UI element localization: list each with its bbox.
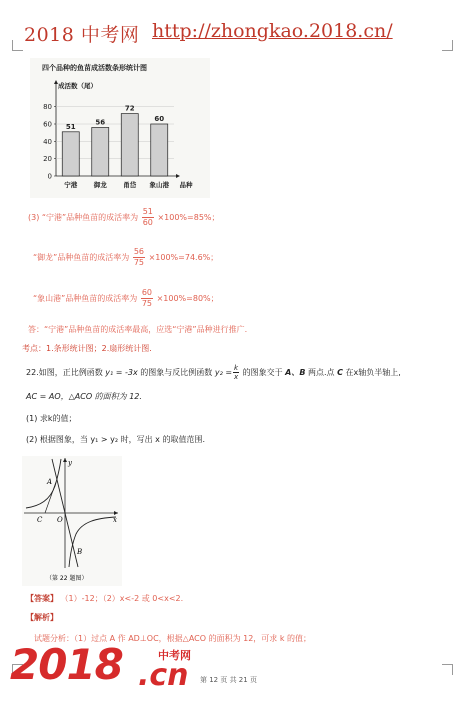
footer-domain-cn: .cn (138, 658, 189, 693)
function-graph-figure (22, 456, 122, 586)
question-22-line-1 (26, 364, 401, 381)
chart-y-tick-label: 40 (43, 137, 52, 146)
chart-y-label: 成活数（尾） (58, 82, 97, 90)
bar-chart-figure (30, 58, 210, 198)
chart-category-label: 宁港 (64, 181, 78, 189)
corner-mark-top-left (12, 40, 23, 51)
q22-formula-y1: y₁ = -3x (105, 368, 138, 377)
q22-points-ab: A、B (285, 368, 306, 377)
q22-text-i: 在x轴负半轴上, (345, 368, 401, 377)
q22-text-g: 两点.点 (308, 368, 335, 377)
label-point-a: A (47, 478, 53, 486)
solution-line-2 (33, 247, 218, 268)
chart-bar (92, 127, 109, 176)
chart-bar (62, 132, 79, 176)
solution-fraction-2 (133, 247, 145, 268)
header-title: 2018 中考网 (24, 24, 140, 46)
q22-point-c: C (337, 368, 343, 377)
fraction-denominator: 75 (141, 299, 153, 308)
chart-y-tick-label: 20 (43, 155, 52, 164)
footer-brand-name: 中考网 (158, 649, 191, 662)
y-axis-arrow (63, 458, 67, 462)
answer-line (26, 593, 183, 604)
solution-fraction-1 (142, 207, 154, 228)
question-22-line-2: AC = AO，△ACO 的面积为 12. (26, 392, 142, 401)
chart-y-tick-label: 0 (47, 172, 52, 181)
q22-formula-y2: y₂ = (214, 368, 233, 377)
solution-line-3-suffix: ×100%=80%； (156, 294, 219, 303)
solution-line-1 (28, 207, 220, 228)
label-point-b: B (77, 548, 83, 556)
corner-mark-bottom-right (442, 664, 453, 675)
analysis-text: 试题分析：（1）过点 A 作 AD⊥OC，根据△ACO 的面积为 12，可求 k 的值； (34, 634, 312, 643)
chart-y-tick-label: 60 (43, 120, 52, 129)
q22-text-e: 的图象交于 (242, 368, 283, 377)
question-22-sub-2: (2) 根据图象，当 y₁ > y₂ 时，写出 x 的取值范围. (26, 435, 205, 444)
label-y-axis: y (68, 459, 72, 467)
question-22-sub-1: (1) 求k的值； (26, 414, 77, 423)
solution-line-1-suffix: ×100%=85%； (157, 213, 220, 222)
solution-line-2-text: “御龙”品种鱼苗的成活率为 (33, 253, 130, 262)
solution-conclusion: 答：“宁港”品种鱼苗的成活率最高，应选“宁港”品种进行推广. (28, 325, 248, 334)
fraction-denominator: 75 (133, 258, 145, 267)
chart-category-label: 甬岱 (123, 181, 137, 189)
solution-line-1-text: (3) “宁港”品种鱼苗的成活率为 (28, 213, 139, 222)
bar-chart-svg (30, 58, 210, 198)
label-origin: O (57, 516, 63, 524)
fraction-numerator: k (234, 364, 239, 372)
header-url-link[interactable]: http://zhongkao.2018.cn/ (152, 20, 393, 42)
chart-data-label: 56 (95, 118, 106, 127)
solution-line-2-suffix: ×100%=74.6%； (148, 253, 219, 262)
segment-ac (45, 482, 56, 513)
chart-data-label: 72 (124, 104, 135, 113)
corner-mark-top-right (442, 40, 453, 51)
solution-fraction-3 (141, 288, 153, 309)
answer-text: （1）-12；（2）x<-2 或 0<x<2. (60, 594, 184, 603)
function-graph-svg (22, 456, 122, 586)
chart-bar (151, 124, 168, 176)
knowledge-points: 考点：1.条形统计图；2.扇形统计图. (22, 344, 152, 353)
fraction-numerator: 60 (141, 288, 153, 297)
chart-category-label: 象山港 (149, 181, 169, 189)
q22-text-a: 22.如图，正比例函数 (26, 368, 103, 377)
chart-bar (121, 114, 138, 176)
figure-caption: （第 22 题图） (46, 575, 88, 582)
page-number: 第 12 页 共 21 页 (200, 676, 257, 684)
answer-label: 【答案】 (26, 594, 58, 603)
chart-x-label: 品种 (179, 181, 193, 189)
chart-data-label: 60 (154, 115, 165, 123)
x-axis-arrow (114, 511, 118, 515)
analysis-label: 【解析】 (26, 613, 58, 622)
chart-category-label: 御龙 (93, 181, 107, 189)
q22-text-c: 的图象与反比例函数 (140, 368, 213, 377)
chart-data-label: 51 (65, 122, 76, 131)
fraction-denominator: x (233, 373, 239, 381)
chart-title: 四个品种的鱼苗成活数条形统计图 (42, 64, 147, 72)
footer-logo-2018: 2018 (10, 640, 123, 689)
solution-line-3 (33, 288, 219, 309)
fraction-numerator: 51 (142, 207, 153, 216)
label-x-axis: x (113, 516, 117, 524)
fraction-numerator: 56 (133, 247, 145, 256)
q22-fraction-k-x (233, 364, 239, 381)
chart-x-axis-arrow (176, 174, 180, 178)
solution-line-3-text: “象山港”品种鱼苗的成活率为 (33, 294, 138, 303)
chart-y-tick-label: 80 (43, 103, 52, 112)
label-point-c: C (37, 516, 43, 524)
fraction-denominator: 60 (142, 218, 153, 227)
